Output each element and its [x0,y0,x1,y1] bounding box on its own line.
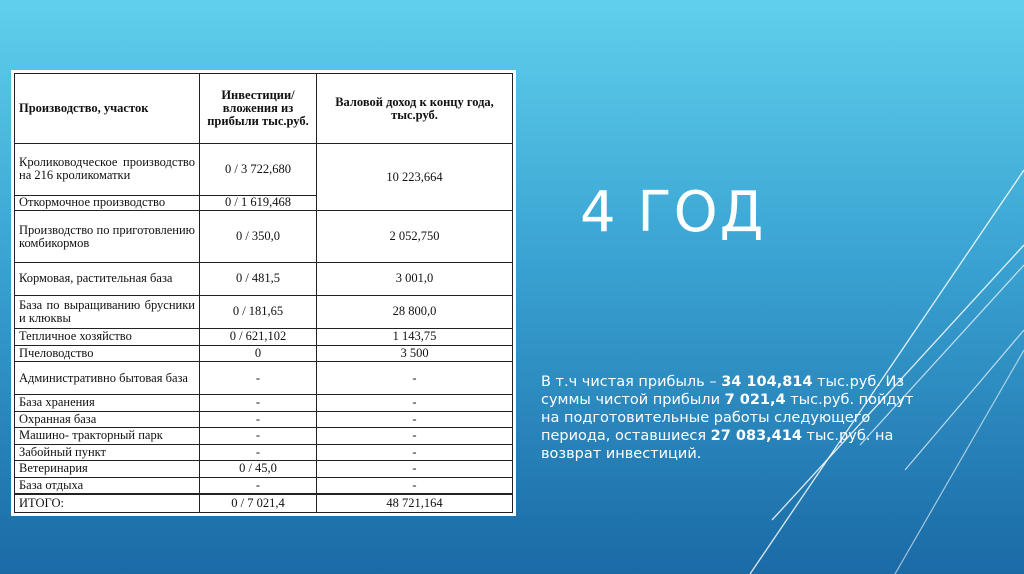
row-name: База хранения [15,395,200,412]
note-text: В т.ч чистая прибыль – [541,374,722,390]
total-income: 48 721,164 [317,494,513,513]
row-invest: 0 / 181,65 [200,295,317,328]
row-name: Откормочное производство [15,195,200,211]
row-income: - [317,444,513,461]
row-income: 3 001,0 [317,262,513,295]
note-text: тыс.руб. пойдут на подготовительные работы следующего периода, оставшиеся [541,392,914,444]
row-income: - [317,428,513,445]
investment-table-container [11,70,516,516]
row-name: Пчеловодство [15,345,200,362]
row-income: - [317,411,513,428]
total-invest: 0 / 7 021,4 [200,494,317,513]
remaining-amount-value: 27 083,414 [710,428,802,444]
row-invest: 0 [200,345,317,362]
table-row [15,144,513,196]
note-text: тыс.руб. на возврат инвестиций. [541,428,894,462]
profit-note [541,373,936,463]
table-row [15,211,513,263]
row-income: 3 500 [317,345,513,362]
row-name: Машино- тракторный парк [15,428,200,445]
row-invest: - [200,444,317,461]
net-profit-value: 34 104,814 [721,374,813,390]
row-name: Охранная база [15,411,200,428]
table-row [15,345,513,362]
row-invest: 0 / 45,0 [200,461,317,478]
row-name: Ветеринария [15,461,200,478]
row-name: Кормовая, растительная база [15,262,200,295]
row-income: - [317,461,513,478]
table-row [15,295,513,328]
row-income: - [317,362,513,395]
row-invest: - [200,477,317,494]
row-invest: - [200,362,317,395]
header-investments: Инвестиции/ вложения из прибыли тыс.руб. [200,74,317,144]
row-name: Тепличное хозяйство [15,328,200,345]
total-label: ИТОГО: [15,494,200,513]
table-row [15,411,513,428]
row-income: 10 223,664 [317,144,513,211]
table-row [15,362,513,395]
table-row [15,444,513,461]
row-name: Кролиководческое производство на 216 кроликоматки [15,144,200,196]
row-income: 1 143,75 [317,328,513,345]
row-invest: 0 / 3 722,680 [200,144,317,196]
table-total-row [15,494,513,513]
row-income: - [317,477,513,494]
row-name: Административно бытовая база [15,362,200,395]
preparation-amount-value: 7 021,4 [724,392,786,408]
row-income: 2 052,750 [317,211,513,263]
row-invest: 0 / 621,102 [200,328,317,345]
row-name: База отдыха [15,477,200,494]
row-name: Производство по приготовлению комбикормов [15,211,200,263]
row-invest: - [200,411,317,428]
header-production: Производство, участок [15,74,200,144]
slide-title: 4 ГОД [580,180,766,245]
table-header-row [15,74,513,144]
table-row [15,328,513,345]
row-invest: - [200,395,317,412]
investment-table [14,73,513,513]
table-row [15,428,513,445]
table-row [15,477,513,494]
row-name: База по выращиванию брусники и клюквы [15,295,200,328]
note-text: тыс.руб. Из суммы чистой прибыли [541,374,905,408]
row-income: - [317,395,513,412]
row-invest: 0 / 1 619,468 [200,195,317,211]
table-row [15,262,513,295]
row-name: Забойный пункт [15,444,200,461]
row-invest: - [200,428,317,445]
table-row [15,395,513,412]
row-invest: 0 / 350,0 [200,211,317,263]
row-invest: 0 / 481,5 [200,262,317,295]
header-income: Валовой доход к концу года, тыс.руб. [317,74,513,144]
row-income: 28 800,0 [317,295,513,328]
table-row [15,461,513,478]
